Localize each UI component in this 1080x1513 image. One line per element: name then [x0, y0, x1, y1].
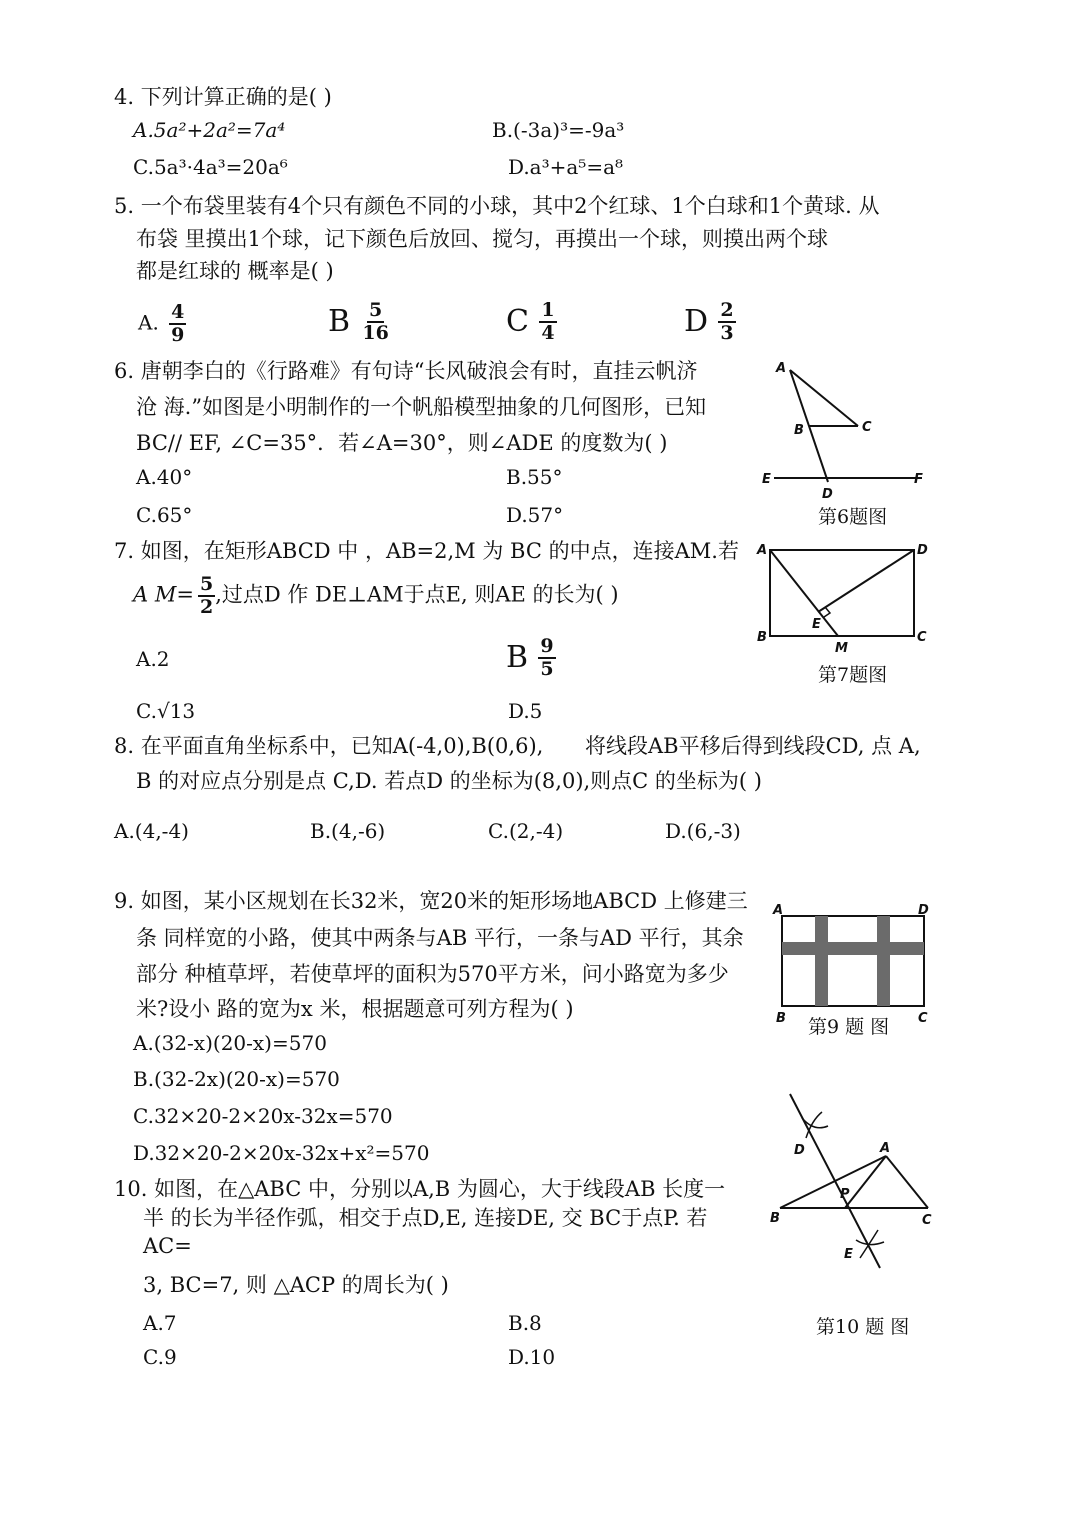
q10-option-d: D.10	[508, 1345, 556, 1369]
q10-figure	[768, 1090, 948, 1275]
q10-label-e: E	[844, 1247, 853, 1262]
q9-label-c: C	[918, 1011, 928, 1026]
q7-option-b	[506, 636, 556, 680]
q7-line-am	[770, 550, 838, 636]
q9-line-2: 条 同样宽的小路，使其中两条与AB 平行，一条与AD 平行，其余	[136, 926, 744, 950]
q9-road-horizontal	[782, 942, 924, 955]
q6-option-c: C.65°	[136, 503, 193, 527]
q8-option-a: A.(4,-4)	[114, 819, 189, 843]
q5-option-a	[138, 302, 186, 346]
q6-line-1: 6. 唐朝李白的《行路难》有句诗“长风破浪会有时，直挂云帆济	[114, 359, 698, 383]
q9-line-1: 9. 如图，某小区规划在长32米，宽20米的矩形场地ABCD 上修建三	[114, 889, 748, 913]
q7-option-b-letter: B	[506, 640, 529, 675]
q4-option-c: C.5a³·4a³=20a⁶	[133, 155, 288, 179]
q7-am-fraction	[198, 574, 215, 618]
q7-am-num: 5	[199, 573, 214, 595]
q8-line-1a: 8. 在平面直角坐标系中，已知A(-4,0),B(0,6),	[114, 734, 544, 758]
q5-option-c	[506, 300, 557, 344]
q9-line-4: 米?设小 路的宽为x 米，根据题意可列方程为( )	[136, 997, 574, 1021]
q6-option-a: A.40°	[136, 465, 193, 489]
q10-line-1: 10. 如图，在△ABC 中，分别以A,B 为圆心，大于线段AB 长度一	[114, 1177, 726, 1201]
q5-option-b-den: 16	[362, 322, 389, 344]
q7-option-a: A.2	[136, 647, 170, 671]
q6-label-e: E	[762, 472, 771, 487]
q5-option-b-fraction	[360, 300, 390, 344]
q9-caption: 第9 题 图	[808, 1016, 890, 1038]
q5-option-d-num: 2	[720, 299, 734, 321]
q5-option-d-letter: D	[684, 304, 709, 339]
q10-label-a: A	[880, 1141, 891, 1156]
q4-option-b: B.(-3a)³=-9a³	[492, 118, 625, 142]
q7-label-e: E	[812, 617, 821, 632]
q5-option-b-num: 5	[369, 299, 383, 321]
q8-option-b: B.(4,-6)	[310, 819, 386, 843]
q8-line-2: B 的对应点分别是点 C,D. 若点D 的坐标为(8,0),则点C 的坐标为( )	[136, 769, 762, 793]
q6-figure	[760, 358, 940, 508]
q7-caption: 第7题图	[818, 664, 888, 686]
q5-line-3: 都是红球的 概率是( )	[136, 259, 334, 283]
q4-stem: 4. 下列计算正确的是( )	[114, 85, 332, 109]
q4-option-a: A.5a²+2a²=7a⁴	[133, 118, 286, 142]
q5-option-d-den: 3	[720, 322, 734, 344]
q10-line-3: AC=	[143, 1234, 192, 1258]
q8-line-1b: 将线段AB平移后得到线段CD, 点 A,	[585, 734, 921, 758]
q7-am-prefix: A M=	[133, 582, 194, 607]
q5-option-b-letter: B	[328, 304, 351, 339]
q7-line-2	[133, 574, 619, 618]
q6-line-3: BC// EF, ∠C=35°．若∠A=30°，则∠ADE 的度数为( )	[136, 431, 668, 455]
q5-option-d	[684, 300, 736, 344]
q6-label-b: B	[794, 423, 804, 438]
q7-label-a: A	[757, 543, 768, 558]
q7-option-b-den: 5	[540, 658, 554, 680]
q10-label-d: D	[794, 1143, 805, 1158]
q7-line-de	[818, 550, 914, 612]
q5-option-c-den: 4	[541, 322, 555, 344]
q6-option-b: B.55°	[506, 465, 563, 489]
q5-option-c-num: 1	[541, 299, 555, 321]
q6-option-d: D.57°	[506, 503, 564, 527]
q9-rect-abcd	[782, 916, 924, 1006]
q10-option-b: B.8	[508, 1311, 542, 1335]
q7-label-d: D	[917, 543, 928, 558]
q5-option-a-den: 9	[171, 324, 185, 346]
q10-arc-d-2	[806, 1112, 822, 1138]
q5-option-c-fraction	[539, 300, 556, 344]
q9-label-a: A	[773, 903, 784, 918]
q10-line-ba	[780, 1156, 886, 1208]
q7-line-1: 7. 如图，在矩形ABCD 中 ，AB=2,M 为 BC 的中点，连接AM.若	[114, 539, 739, 563]
q7-option-b-num: 9	[540, 635, 554, 657]
q6-label-a: A	[776, 361, 787, 376]
q5-option-b	[328, 300, 391, 344]
q6-label-f: F	[914, 472, 923, 487]
q5-option-a-num: 4	[171, 301, 185, 323]
q9-road-vertical-right	[877, 916, 890, 1006]
q7-figure	[754, 538, 934, 658]
q9-road-vertical-left	[815, 916, 828, 1006]
q7-option-d: D.5	[508, 699, 543, 723]
q5-line-2: 布袋 里摸出1个球，记下颜色后放回、搅匀，再摸出一个球，则摸出两个球	[136, 227, 829, 251]
q9-figure	[770, 900, 940, 1026]
q9-label-b: B	[776, 1011, 786, 1026]
q5-option-a-letter: A.	[138, 310, 159, 335]
q5-option-c-letter: C	[506, 304, 529, 339]
q10-line-4: 3, BC=7, 则 △ACP 的周长为( )	[143, 1273, 449, 1297]
q4-option-d: D.a³+a⁵=a⁸	[508, 155, 624, 179]
q6-line-2: 沧 海.”如图是小明制作的一个帆船模型抽象的几何图形，已知	[136, 395, 707, 419]
q9-label-d: D	[918, 903, 929, 918]
q7-option-b-fraction	[538, 636, 555, 680]
q5-option-d-fraction	[718, 300, 735, 344]
q9-line-3: 部分 种植草坪，若使草坪的面积为570平方米，问小路宽为多少	[136, 962, 729, 986]
q9-option-c: C.32×20-2×20x-32x=570	[133, 1104, 393, 1128]
q9-option-d: D.32×20-2×20x-32x+x²=570	[133, 1141, 430, 1165]
q7-line-2-rest: ,过点D 作 DE⊥AM于点E, 则AE 的长为( )	[215, 582, 619, 607]
q8-option-d: D.(6,-3)	[665, 819, 741, 843]
q10-label-c: C	[922, 1213, 932, 1228]
q7-label-b: B	[757, 630, 767, 645]
q7-label-m: M	[835, 641, 848, 656]
q7-label-c: C	[917, 630, 927, 645]
q7-am-den: 2	[199, 596, 214, 618]
q5-option-a-fraction	[169, 302, 186, 346]
q10-line-ac	[886, 1156, 928, 1208]
q9-option-a: A.(32-x)(20-x)=570	[133, 1031, 327, 1055]
q9-option-b: B.(32-2x)(20-x)=570	[133, 1067, 340, 1091]
q6-label-c: C	[862, 420, 872, 435]
q10-label-b: B	[770, 1211, 780, 1226]
q10-line-ap	[845, 1156, 886, 1208]
q10-option-c: C.9	[143, 1345, 177, 1369]
q6-label-d: D	[822, 487, 833, 502]
q8-option-c: C.(2,-4)	[488, 819, 564, 843]
q10-label-p: P	[840, 1187, 850, 1202]
q10-option-a: A.7	[143, 1311, 177, 1335]
q5-line-1: 5. 一个布袋里装有4个只有颜色不同的小球，其中2个红球、1个白球和1个黄球. 从	[114, 194, 880, 218]
q6-caption: 第6题图	[818, 506, 888, 528]
q7-option-c: C.√13	[136, 699, 196, 723]
q10-line-2: 半 的长为半径作弧，相交于点D,E, 连接DE, 交 BC于点P. 若	[143, 1206, 708, 1230]
q10-caption: 第10 题 图	[816, 1316, 910, 1338]
